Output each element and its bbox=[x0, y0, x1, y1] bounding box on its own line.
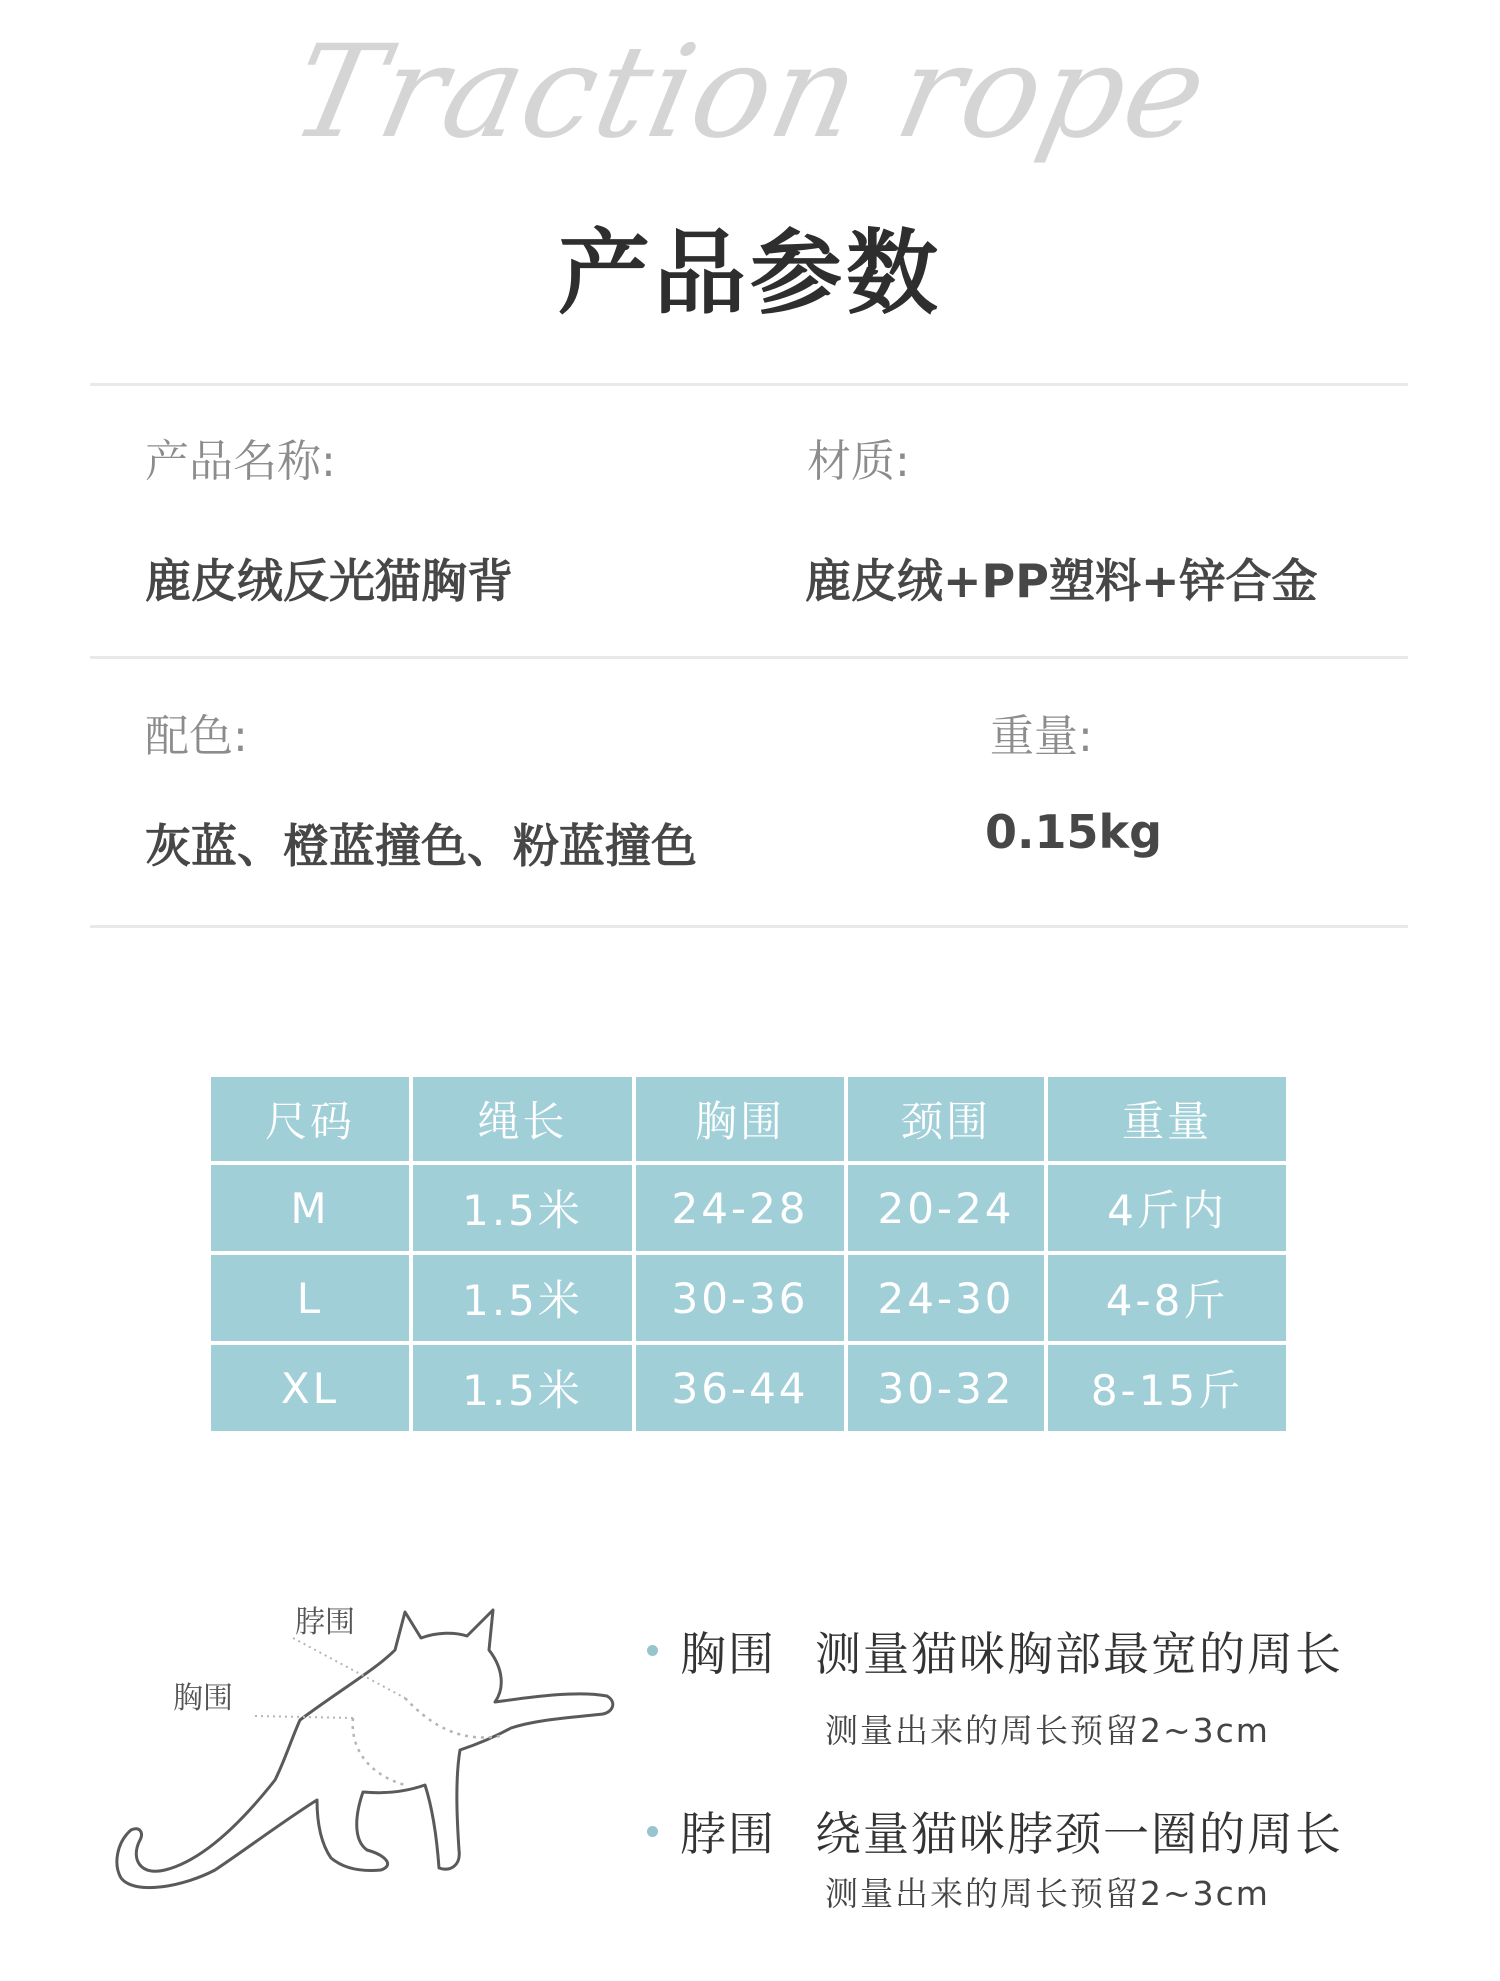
chest-label-leader bbox=[255, 1716, 353, 1718]
neck-label-leader bbox=[293, 1638, 405, 1698]
header-cell: 尺码 bbox=[209, 1075, 411, 1163]
divider bbox=[90, 383, 1408, 386]
cat-outline-icon bbox=[117, 1610, 613, 1888]
table-row bbox=[209, 1253, 1288, 1343]
chest-measure-desc: 测量猫咪胸部最宽的周长 bbox=[815, 1627, 1343, 1681]
table-cell: 30-36 bbox=[634, 1253, 846, 1343]
neck-measure-line bbox=[405, 1698, 500, 1737]
table-cell: 36-44 bbox=[634, 1343, 846, 1433]
bullet-icon bbox=[647, 1645, 658, 1656]
header-cell: 重量 bbox=[1046, 1075, 1288, 1163]
table-cell: 24-28 bbox=[634, 1163, 846, 1253]
neck-measure-note: 测量出来的周长预留2~3cm bbox=[825, 1874, 1270, 1913]
table-cell: 30-32 bbox=[846, 1343, 1046, 1433]
header-cell: 颈围 bbox=[846, 1075, 1046, 1163]
product-name-value: 鹿皮绒反光猫胸背 bbox=[145, 554, 513, 608]
size-table bbox=[207, 1073, 1290, 1435]
table-cell: 20-24 bbox=[846, 1163, 1046, 1253]
chest-measure-line bbox=[353, 1718, 405, 1785]
chest-label: 胸围 bbox=[173, 1681, 233, 1716]
chest-measure-name: 胸围 bbox=[680, 1627, 776, 1681]
table-cell: 1.5米 bbox=[411, 1253, 634, 1343]
cat-measure-diagram bbox=[105, 1580, 645, 1910]
header-cell: 胸围 bbox=[634, 1075, 846, 1163]
header-cell: 绳长 bbox=[411, 1075, 634, 1163]
table-row bbox=[209, 1343, 1288, 1433]
table-header-row bbox=[209, 1075, 1288, 1163]
material-label: 材质: bbox=[807, 436, 910, 487]
table-cell: 4斤内 bbox=[1046, 1163, 1288, 1253]
neck-measure-name: 脖围 bbox=[680, 1807, 776, 1861]
table-cell: L bbox=[209, 1253, 411, 1343]
divider bbox=[90, 656, 1408, 659]
table-cell: M bbox=[209, 1163, 411, 1253]
table-cell: 8-15斤 bbox=[1046, 1343, 1288, 1433]
color-label: 配色: bbox=[145, 711, 248, 762]
table-cell: 1.5米 bbox=[411, 1163, 634, 1253]
neck-measure-desc: 绕量猫咪脖颈一圈的周长 bbox=[815, 1807, 1343, 1861]
weight-label: 重量: bbox=[990, 711, 1093, 762]
divider bbox=[90, 925, 1408, 928]
page-title: 产品参数 bbox=[557, 220, 942, 327]
table-cell: 1.5米 bbox=[411, 1343, 634, 1433]
neck-label: 脖围 bbox=[295, 1605, 355, 1640]
table-row bbox=[209, 1163, 1288, 1253]
script-title: Traction rope bbox=[279, 18, 1221, 167]
bullet-icon bbox=[647, 1826, 658, 1837]
chest-measure-note: 测量出来的周长预留2~3cm bbox=[825, 1711, 1270, 1750]
material-value: 鹿皮绒+PP塑料+锌合金 bbox=[805, 554, 1318, 608]
color-value: 灰蓝、橙蓝撞色、粉蓝撞色 bbox=[145, 819, 697, 873]
product-name-label: 产品名称: bbox=[145, 436, 336, 487]
table-cell: 4-8斤 bbox=[1046, 1253, 1288, 1343]
weight-value: 0.15kg bbox=[985, 805, 1163, 859]
table-cell: 24-30 bbox=[846, 1253, 1046, 1343]
table-cell: XL bbox=[209, 1343, 411, 1433]
